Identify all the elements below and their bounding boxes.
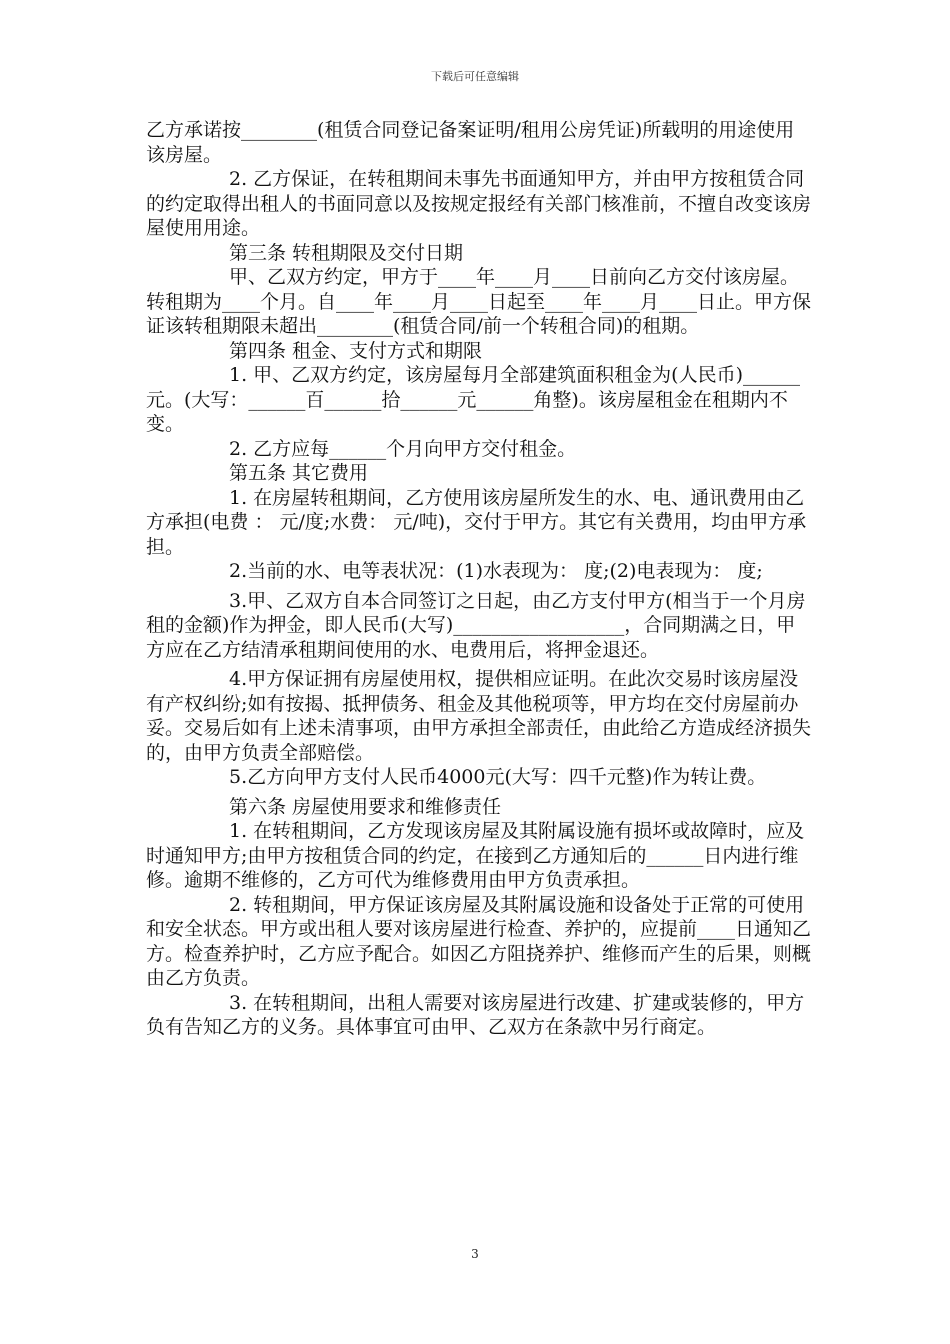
paragraph: 2.当前的水、电等表状况：(1)水表现为： 度;(2)电表现为： 度; — [229, 560, 763, 582]
section-heading: 第三条 转租期限及交付日期 — [229, 241, 464, 264]
paragraph: 5.乙方向甲方支付人民币4000元(大写：四千元整)作为转让费。 — [229, 766, 767, 788]
section-heading: 第六条 房屋使用要求和维修责任 — [229, 795, 502, 818]
section-heading: 第五条 其它费用 — [229, 462, 369, 484]
paragraph: 1. 甲、乙双方约定，该房屋每月全部建筑面积租金为(人民币)______元。(大写：______百______拾______元______角整)。该房屋租金在租期内不变。 — [146, 364, 800, 435]
page-header: 下载后可任意编辑 — [431, 70, 519, 83]
paragraph: 2. 转租期间，甲方保证该房屋及其附属设施和设备处于正常的可使用和安全状态。甲方或出租人要对该房屋进行检查、养护的，应提前____日通知乙方。检查养护时，乙方应予配合。如因乙方阻挠养护、维修而产生的后果，则概由乙方负责。 — [146, 893, 812, 989]
paragraph: 2. 乙方应每______个月向甲方交付租金。 — [229, 437, 577, 460]
paragraph: 乙方承诺按________(租赁合同登记备案证明/租用公房凭证)所载明的用途使用该房屋。 — [146, 119, 795, 166]
paragraph: 2. 乙方保证，在转租期间未事先书面通知甲方，并由甲方按租赁合同的约定取得出租人的书面同意以及按规定报经有关部门核准前，不擅自改变该房屋使用用途。 — [146, 168, 812, 239]
paragraph: 3. 在转租期间，出租人需要对该房屋进行改建、扩建或装修的，甲方负有告知乙方的义务。具体事宜可由甲、乙双方在条款中另行商定。 — [146, 991, 805, 1038]
paragraph: 1. 在房屋转租期间，乙方使用该房屋所发生的水、电、通讯费用由乙方承担(电费 ： 元/度;水费： 元/吨)，交付于甲方。其它有关费用，均由甲方承担。 — [146, 486, 807, 558]
paragraph: 3.甲、乙双方自本合同签订之日起，由乙方支付甲方(相当于一个月房租的金额)作为押金，即人民币(大写)__________________，合同期满之日，甲方应在乙方结清承租期间使用的水、电费用后，将押金退还。 — [146, 589, 806, 661]
paragraph: 1. 在转租期间，乙方发现该房屋及其附属设施有损坏或故障时，应及时通知甲方;由甲方按租赁合同的约定，在接到乙方通知后的______日内进行维修。逾期不维修的，乙方可代为维修费用由甲方负责承担。 — [146, 820, 805, 891]
paragraph: 4.甲方保证拥有房屋使用权，提供相应证明。在此次交易时该房屋没有产权纠纷;如有按揭、抵押债务、租金及其他税项等，甲方均在交付房屋前办妥。交易后如有上述未清事项，由甲方承担全部责任，由此给乙方造成经济损失的，由甲方负责全部赔偿。 — [146, 668, 812, 764]
paragraph: 甲、乙双方约定，甲方于____年____月____日前向乙方交付该房屋。转租期为____个月。自____年____月____日起至____年____月____日止。甲方保证该转租期限未超出________(租赁合同/前一个转租合同)的租期。 — [146, 266, 812, 337]
page-number: 3 — [471, 1247, 479, 1261]
section-heading: 第四条 租金、支付方式和期限 — [229, 339, 483, 362]
document-body — [146, 118, 811, 1040]
